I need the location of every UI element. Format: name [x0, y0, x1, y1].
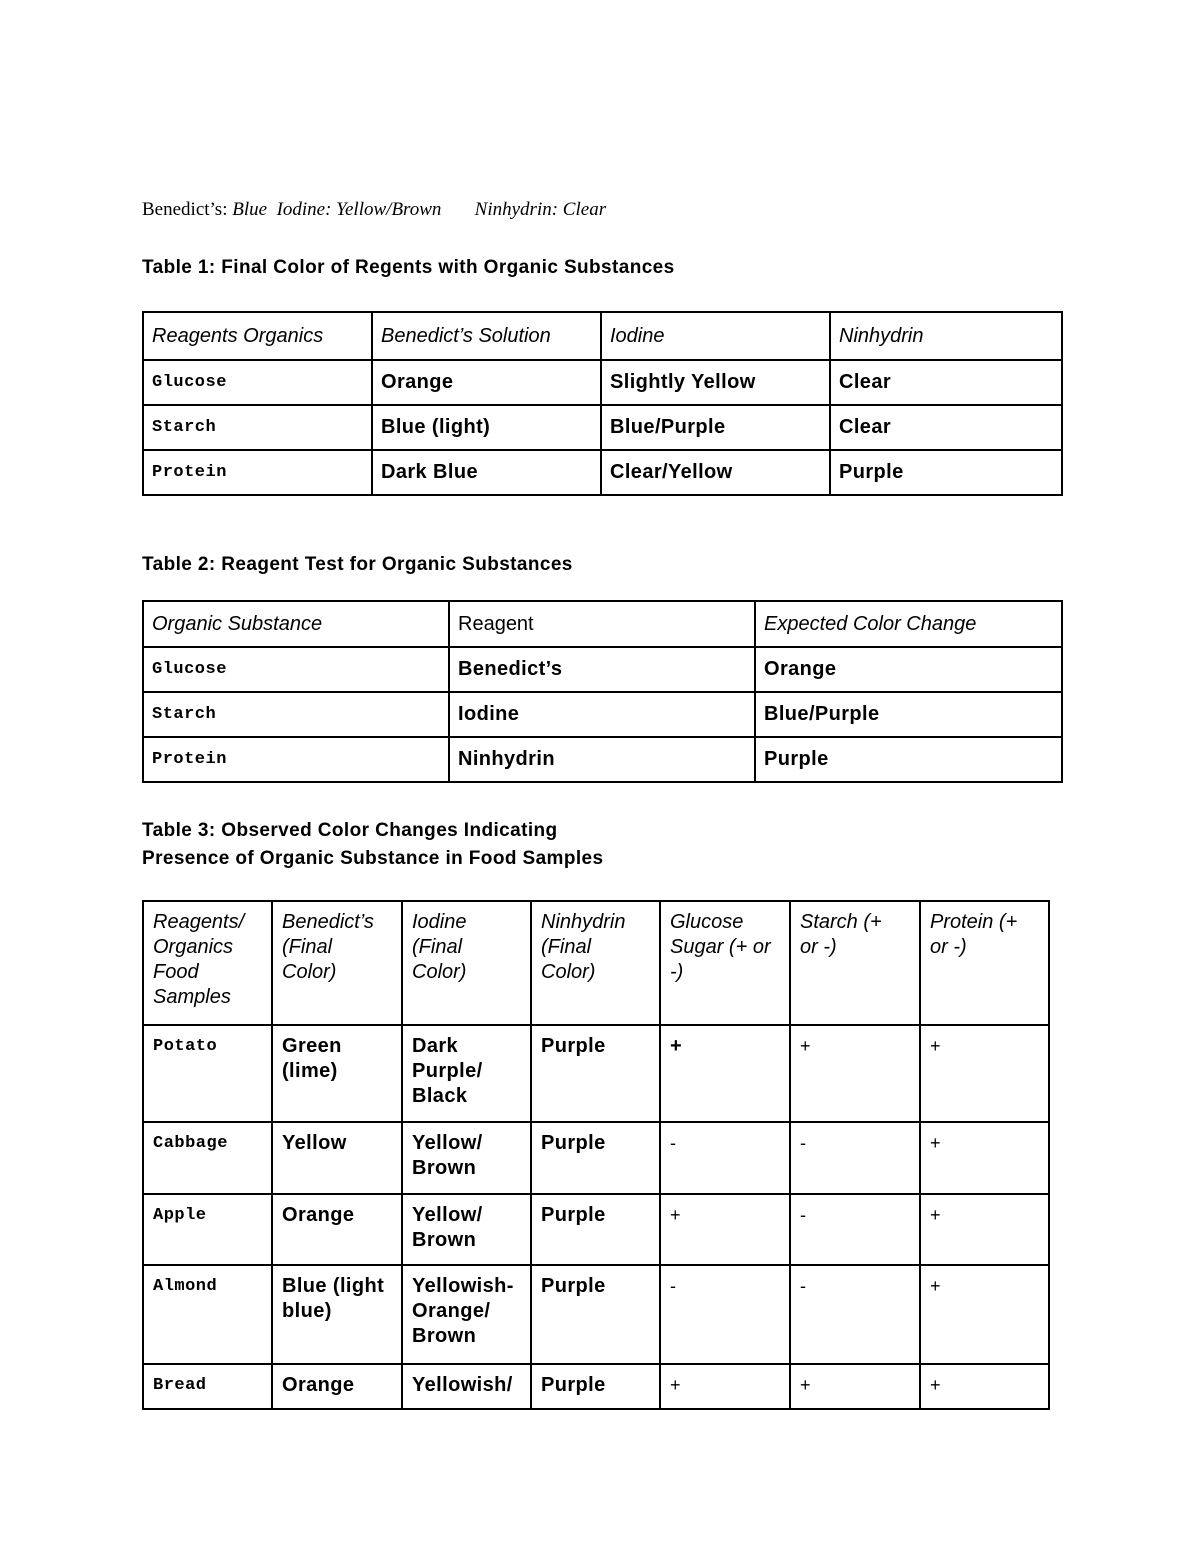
cell-line: Orange — [282, 1374, 355, 1396]
table-row — [143, 1194, 1049, 1265]
ninhydrin-cell: Purple — [531, 1265, 660, 1364]
header-line: Ninhydrin — [541, 911, 626, 933]
glucose-result-cell: - — [660, 1265, 790, 1364]
header-line: -) — [670, 961, 684, 983]
table3-row-label: Potato — [143, 1025, 272, 1122]
table-row — [143, 1265, 1049, 1364]
iodine-cell — [402, 1025, 531, 1122]
table1-cell: Clear — [830, 360, 1062, 405]
intro-ninhydrin: Ninhydrin: Clear — [474, 199, 607, 220]
table1-row-label: Starch — [143, 405, 372, 450]
table2-cell: Blue/Purple — [755, 692, 1062, 737]
table2-header-cell: Expected Color Change — [755, 601, 1062, 647]
table2-cell: Iodine — [449, 692, 755, 737]
benedict-cell — [272, 1364, 402, 1409]
header-line: Benedict’s — [282, 911, 374, 933]
table1 — [142, 311, 1063, 496]
table1-header-cell: Iodine — [601, 312, 830, 360]
table3-caption-line1: Table 3: Observed Color Changes Indicating — [142, 820, 558, 841]
cell-line: Brown — [412, 1325, 477, 1347]
cell-line: blue) — [282, 1300, 332, 1322]
table2-cell: Benedict’s — [449, 647, 755, 692]
header-line: Glucose — [670, 911, 744, 933]
table-row — [143, 1025, 1049, 1122]
header-line: or -) — [800, 936, 837, 958]
header-line: Iodine — [412, 911, 467, 933]
table2-cell: Ninhydrin — [449, 737, 755, 782]
cell-line: Brown — [412, 1229, 477, 1251]
starch-result-cell: + — [790, 1364, 920, 1409]
table3-header-cell — [531, 901, 660, 1025]
table1-row-label: Glucose — [143, 360, 372, 405]
starch-result-cell: - — [790, 1122, 920, 1194]
cell-line: (lime) — [282, 1060, 338, 1082]
glucose-result-cell: + — [660, 1025, 790, 1122]
header-line: Sugar (+ or — [670, 936, 771, 958]
header-line: Samples — [153, 986, 231, 1008]
header-line: Food — [153, 961, 199, 983]
cell-line: Yellow/ — [412, 1132, 483, 1154]
header-line: (Final — [541, 936, 592, 958]
table3-caption — [142, 817, 603, 873]
header-line: Reagents/ — [153, 911, 245, 933]
cell-line: Dark — [412, 1035, 459, 1057]
header-line: or -) — [930, 936, 967, 958]
glucose-result-cell: - — [660, 1122, 790, 1194]
protein-result-cell: + — [920, 1364, 1049, 1409]
table1-cell: Blue/Purple — [601, 405, 830, 450]
ninhydrin-cell: Purple — [531, 1122, 660, 1194]
header-line: Protein (+ — [930, 911, 1018, 933]
header-line: (Final — [412, 936, 463, 958]
cell-line: Green — [282, 1035, 342, 1057]
table-row — [143, 1122, 1049, 1194]
table2-cell: Purple — [755, 737, 1062, 782]
starch-result-cell: - — [790, 1194, 920, 1265]
protein-result-cell: + — [920, 1122, 1049, 1194]
header-line: Organics — [153, 936, 234, 958]
protein-result-cell: + — [920, 1265, 1049, 1364]
table-row — [143, 405, 1062, 450]
table3-header-cell — [402, 901, 531, 1025]
table1-cell: Orange — [372, 360, 601, 405]
iodine-cell — [402, 1265, 531, 1364]
table3-header-cell — [660, 901, 790, 1025]
glucose-result-cell: + — [660, 1194, 790, 1265]
table2-row-label: Protein — [143, 737, 449, 782]
iodine-cell — [402, 1364, 531, 1409]
table3 — [142, 900, 1050, 1410]
table3-header-row — [143, 901, 1049, 1025]
table1-header-cell: Benedict’s Solution — [372, 312, 601, 360]
cell-line: Orange/ — [412, 1300, 491, 1322]
table3-header-cell — [272, 901, 402, 1025]
table1-header-cell: Ninhydrin — [830, 312, 1062, 360]
cell-line: Black — [412, 1085, 468, 1107]
cell-line: Yellowish/ — [412, 1374, 513, 1396]
cell-line: Yellow/ — [412, 1204, 483, 1226]
intro-prefix: Benedict’s: — [142, 199, 233, 220]
table2-header-cell: Organic Substance — [143, 601, 449, 647]
table-row — [143, 737, 1062, 782]
table2-cell: Orange — [755, 647, 1062, 692]
table1-row-label: Protein — [143, 450, 372, 495]
table1-header-cell: Reagents Organics — [143, 312, 372, 360]
intro-benedict-color: Blue — [232, 199, 268, 220]
table1-cell: Dark Blue — [372, 450, 601, 495]
table3-row-label: Cabbage — [143, 1122, 272, 1194]
intro-iodine: Iodine: Yellow/Brown — [276, 199, 442, 220]
table1-cell: Clear — [830, 405, 1062, 450]
benedict-cell — [272, 1122, 402, 1194]
table-row — [143, 1364, 1049, 1409]
header-line: Color) — [412, 961, 467, 983]
table3-header-cell — [143, 901, 272, 1025]
table3-row-label: Apple — [143, 1194, 272, 1265]
iodine-cell — [402, 1194, 531, 1265]
ninhydrin-cell: Purple — [531, 1364, 660, 1409]
starch-result-cell: - — [790, 1265, 920, 1364]
protein-result-cell: + — [920, 1194, 1049, 1265]
table3-row-label: Bread — [143, 1364, 272, 1409]
starch-result-cell: + — [790, 1025, 920, 1122]
table1-caption: Table 1: Final Color of Regents with Organic Substances — [142, 257, 675, 278]
table3-caption-line2: Presence of Organic Substance in Food Samples — [142, 848, 604, 869]
cell-line: Purple/ — [412, 1060, 483, 1082]
table1-cell: Blue (light) — [372, 405, 601, 450]
table-row — [143, 450, 1062, 495]
table-row — [143, 647, 1062, 692]
header-line: Color) — [282, 961, 337, 983]
table1-cell: Slightly Yellow — [601, 360, 830, 405]
table2-row-label: Starch — [143, 692, 449, 737]
header-line: Starch (+ — [800, 911, 882, 933]
table1-cell: Purple — [830, 450, 1062, 495]
header-line: Color) — [541, 961, 596, 983]
benedict-cell — [272, 1265, 402, 1364]
table-row — [143, 692, 1062, 737]
cell-line: Yellow — [282, 1132, 347, 1154]
cell-line: Orange — [282, 1204, 355, 1226]
table1-cell: Clear/Yellow — [601, 450, 830, 495]
table3-header-cell — [790, 901, 920, 1025]
reagent-baseline-colors — [142, 199, 606, 221]
header-line: (Final — [282, 936, 333, 958]
glucose-result-cell: + — [660, 1364, 790, 1409]
table2 — [142, 600, 1063, 783]
table2-row-label: Glucose — [143, 647, 449, 692]
table1-header-row — [143, 312, 1062, 360]
cell-line: Yellowish- — [412, 1275, 514, 1297]
table2-caption: Table 2: Reagent Test for Organic Substances — [142, 554, 573, 575]
ninhydrin-cell: Purple — [531, 1194, 660, 1265]
table-row — [143, 360, 1062, 405]
table2-header-row — [143, 601, 1062, 647]
iodine-cell — [402, 1122, 531, 1194]
cell-line: Blue (light — [282, 1275, 385, 1297]
table3-header-cell — [920, 901, 1049, 1025]
table3-row-label: Almond — [143, 1265, 272, 1364]
benedict-cell — [272, 1194, 402, 1265]
cell-line: Brown — [412, 1157, 477, 1179]
benedict-cell — [272, 1025, 402, 1122]
table2-header-cell: Reagent — [449, 601, 755, 647]
ninhydrin-cell: Purple — [531, 1025, 660, 1122]
protein-result-cell: + — [920, 1025, 1049, 1122]
